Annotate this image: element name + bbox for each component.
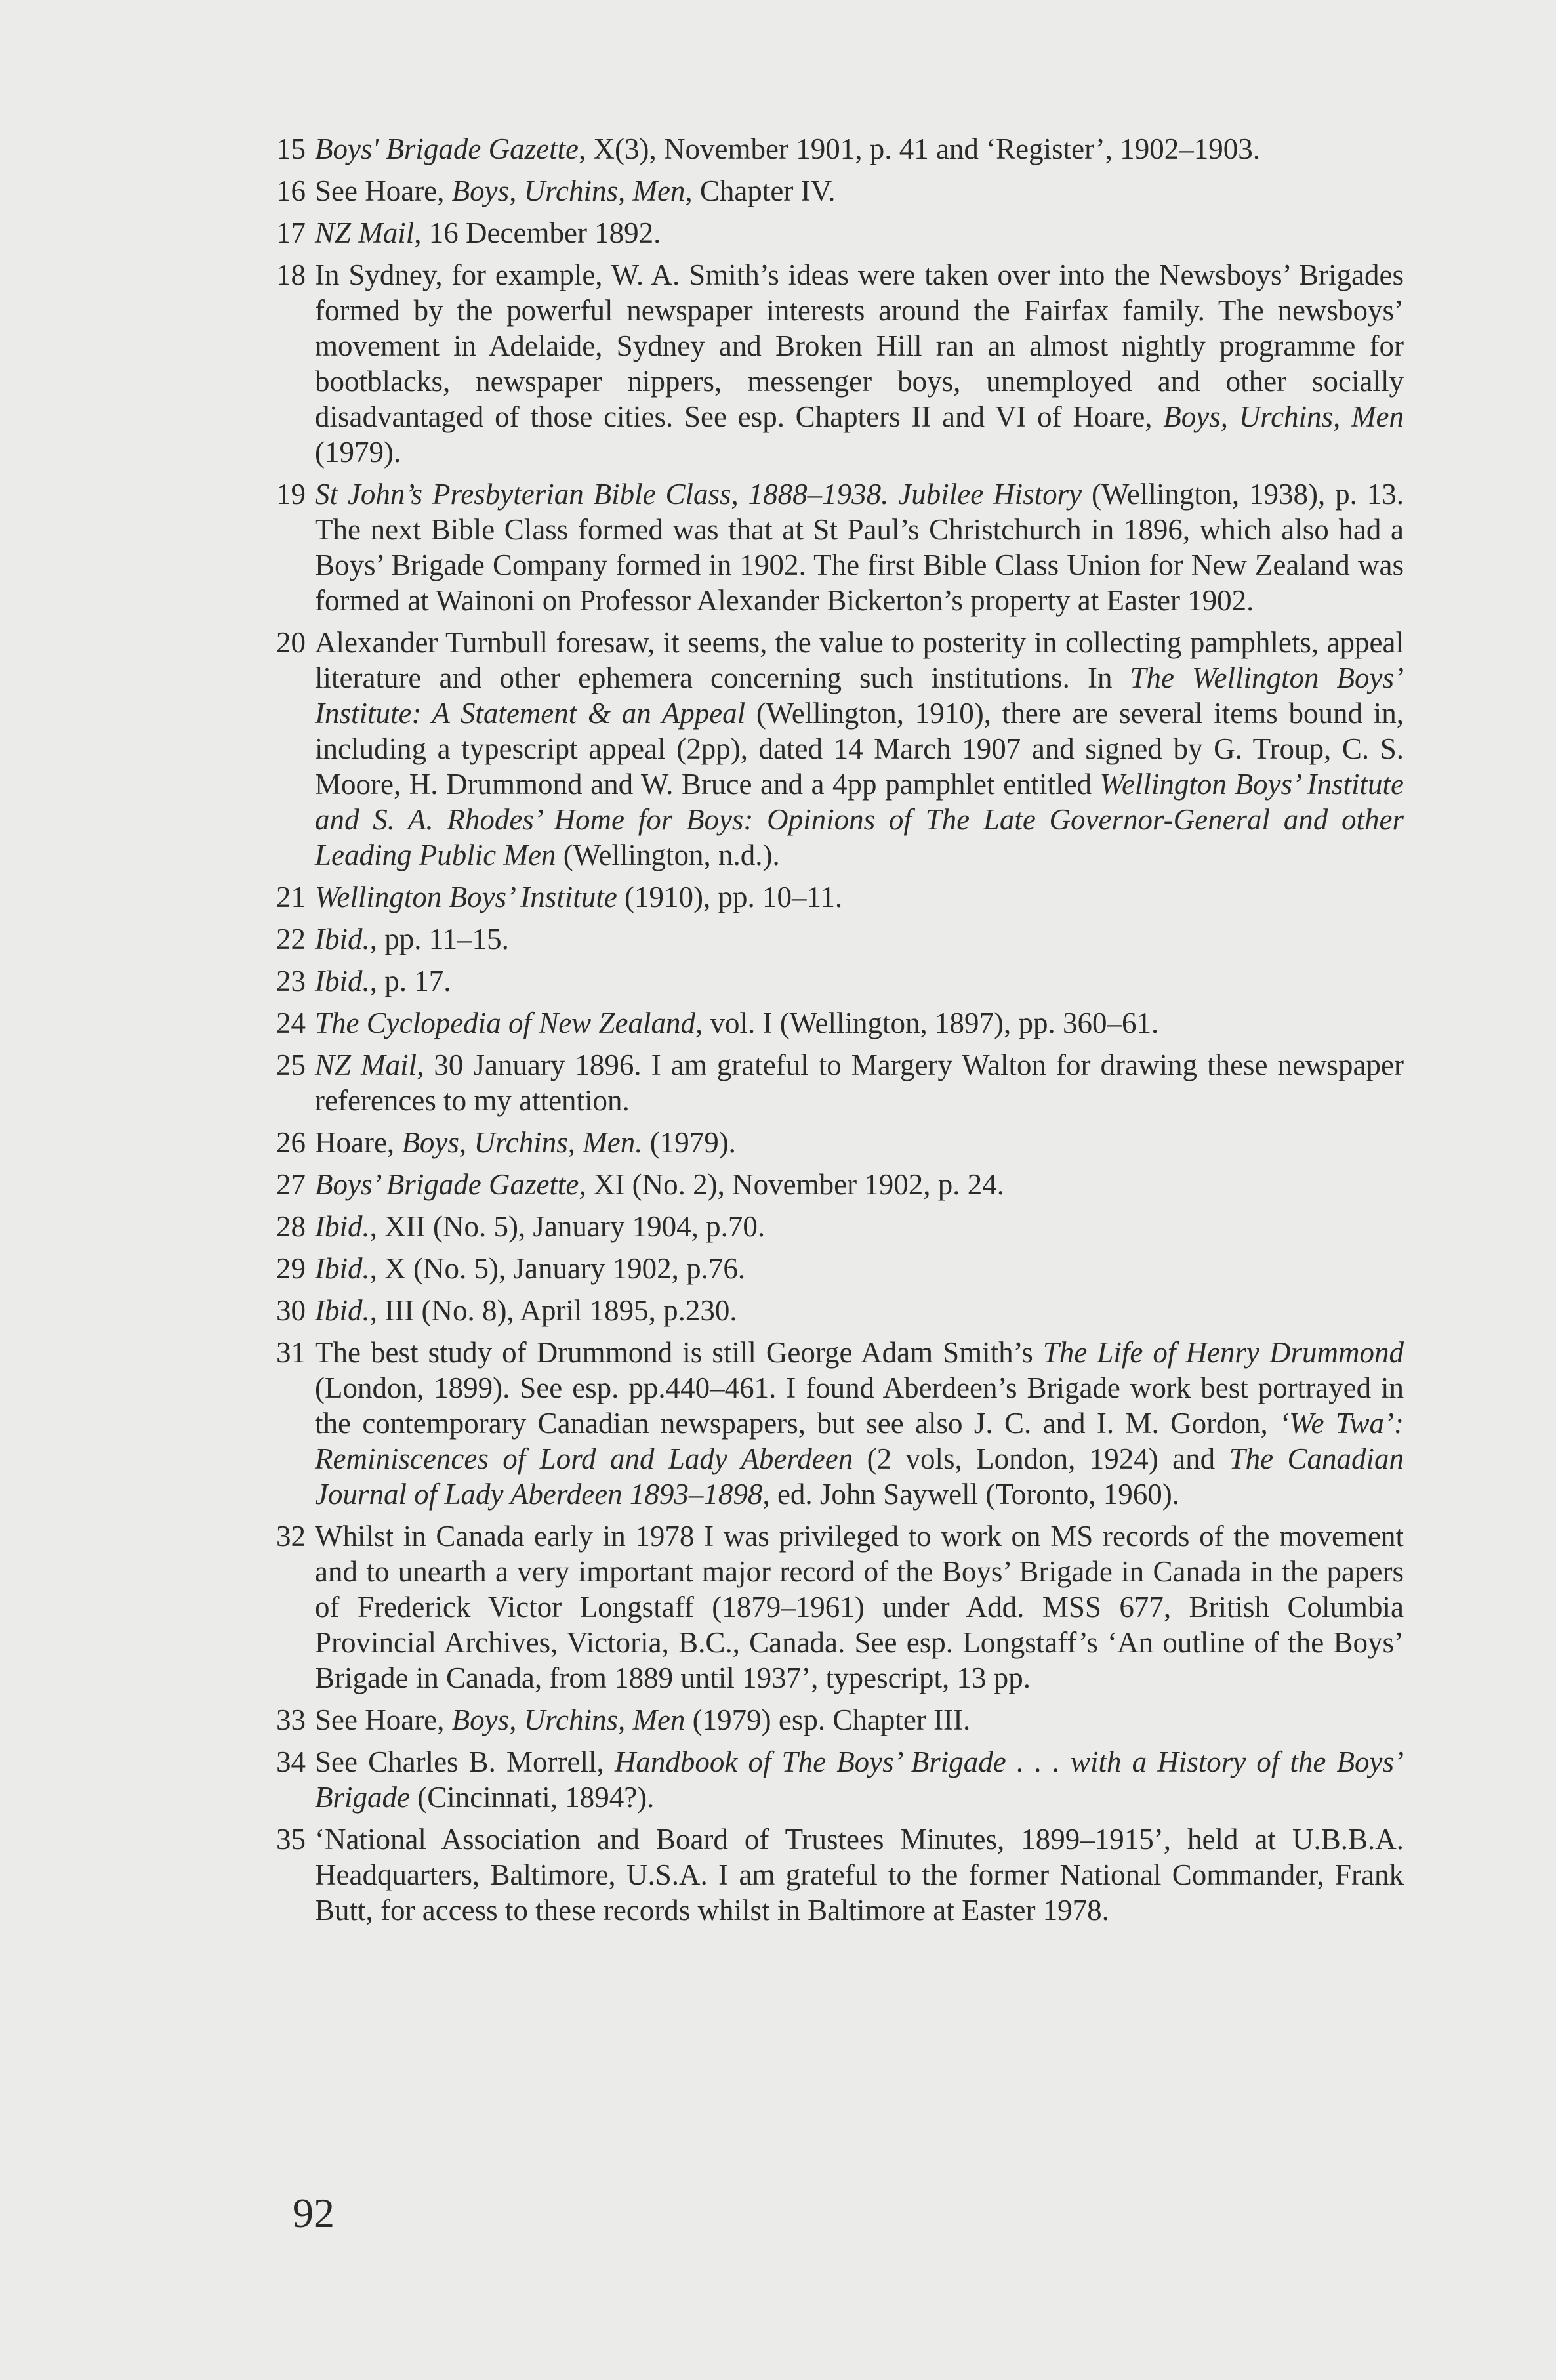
endnote-number: 20 <box>276 626 306 659</box>
endnote-text: Boys' Brigade Gazette, X(3), November 1901, p. 41 and ‘Register’, 1902–1903. <box>315 133 1261 165</box>
endnote-number: 23 <box>276 965 306 997</box>
endnote-18 <box>262 257 1404 470</box>
endnote-24 <box>262 1005 1404 1041</box>
endnote-number: 17 <box>276 217 306 249</box>
endnote-text: Ibid., p. 17. <box>315 965 451 997</box>
endnote-number: 32 <box>276 1520 306 1553</box>
page-number: 92 <box>293 2190 335 2236</box>
endnote-31 <box>262 1335 1404 1512</box>
endnote-15 <box>262 131 1404 167</box>
endnote-28 <box>262 1209 1404 1244</box>
endnote-number: 34 <box>276 1745 306 1778</box>
endnote-text: The Cyclopedia of New Zealand, vol. I (Wellington, 1897), pp. 360–61. <box>315 1007 1159 1039</box>
endnote-number: 28 <box>276 1210 306 1243</box>
endnote-text: Wellington Boys’ Institute (1910), pp. 10–11. <box>315 881 843 913</box>
endnote-number: 26 <box>276 1126 306 1159</box>
endnote-32 <box>262 1518 1404 1696</box>
endnote-29 <box>262 1251 1404 1286</box>
endnote-21 <box>262 879 1404 915</box>
endnote-text: Ibid., III (No. 8), April 1895, p.230. <box>315 1294 737 1327</box>
endnote-text: Ibid., X (No. 5), January 1902, p.76. <box>315 1252 746 1285</box>
endnote-number: 16 <box>276 175 306 207</box>
endnote-26 <box>262 1125 1404 1160</box>
endnote-text: See Hoare, Boys, Urchins, Men (1979) esp. Chapter III. <box>315 1703 971 1736</box>
endnote-number: 24 <box>276 1007 306 1039</box>
endnote-34 <box>262 1744 1404 1815</box>
endnote-number: 25 <box>276 1049 306 1081</box>
endnote-text: Ibid., XII (No. 5), January 1904, p.70. <box>315 1210 766 1243</box>
endnote-text: NZ Mail, 30 January 1896. I am grateful to Margery Walton for drawing these newspaper references to my attention. <box>315 1049 1404 1117</box>
endnote-text: NZ Mail, 16 December 1892. <box>315 217 661 249</box>
endnote-text: See Hoare, Boys, Urchins, Men, Chapter IV. <box>315 175 836 207</box>
endnote-27 <box>262 1167 1404 1202</box>
endnote-number: 15 <box>276 133 306 165</box>
endnote-text: Whilst in Canada early in 1978 I was privileged to work on MS records of the movement and to unearth a very important major record of the Boys’ Brigade in Canada in the papers of Frederick Victor Longstaff (1879–1961) under Add. MSS 677, British Columbia Provincial Archives, Victoria, B.C., Canada. See esp. Longstaff’s ‘An outline of the Boys’ Brigade in Canada, from 1889 until 1937’, typescript, 13 pp. <box>315 1520 1404 1694</box>
endnote-number: 22 <box>276 923 306 955</box>
endnote-text: Boys’ Brigade Gazette, XI (No. 2), November 1902, p. 24. <box>315 1168 1005 1201</box>
endnote-35 <box>262 1822 1404 1928</box>
endnote-number: 21 <box>276 881 306 913</box>
endnote-text: See Charles B. Morrell, Handbook of The Boys’ Brigade . . . with a History of the Boys’ Brigade (Cincinnati, 1894?). <box>315 1745 1404 1814</box>
endnote-16 <box>262 173 1404 209</box>
endnote-22 <box>262 921 1404 957</box>
endnote-number: 18 <box>276 259 306 291</box>
endnote-33 <box>262 1702 1404 1738</box>
endnote-23 <box>262 963 1404 999</box>
endnote-number: 35 <box>276 1823 306 1856</box>
endnote-number: 27 <box>276 1168 306 1201</box>
endnote-number: 19 <box>276 478 306 511</box>
endnote-number: 31 <box>276 1336 306 1369</box>
endnote-number: 29 <box>276 1252 306 1285</box>
endnote-text: Hoare, Boys, Urchins, Men. (1979). <box>315 1126 736 1159</box>
endnote-text: The best study of Drummond is still George Adam Smith’s The Life of Henry Drummond (London, 1899). See esp. pp.440–461. I found Aberdeen’s Brigade work best portrayed in the contemporary Canadian newspapers, but see also J. C. and I. M. Gordon, ‘We Twa’: Reminiscences of Lord and Lady Aberdeen (2 vols, London, 1924) and The Canadian Journal of Lady Aberdeen 1893–1898, ed. John Saywell (Toronto, 1960). <box>315 1336 1404 1511</box>
endnote-text: In Sydney, for example, W. A. Smith’s ideas were taken over into the Newsboys’ Brigades formed by the powerful newspaper interests around the Fairfax family. The newsboys’ movement in Adelaide, Sydney and Broken Hill ran an almost nightly programme for bootblacks, newspaper nippers, messenger boys, unemployed and other socially disadvantaged of those cities. See esp. Chapters II and VI of Hoare, Boys, Urchins, Men (1979). <box>315 259 1404 469</box>
endnote-text: Alexander Turnbull foresaw, it seems, the value to posterity in collecting pamphlets, appeal literature and other ephemera concerning such institutions. In The Wellington Boys’ Institute: A Statement & an Appeal (Wellington, 1910), there are several items bound in, including a typescript appeal (2pp), dated 14 March 1907 and signed by G. Troup, C. S. Moore, H. Drummond and W. Bruce and a 4pp pamphlet entitled Wellington Boys’ Institute and S. A. Rhodes’ Home for Boys: Opinions of The Late Governor-General and other Leading Public Men (Wellington, n.d.). <box>315 626 1404 871</box>
endnote-text: ‘National Association and Board of Trustees Minutes, 1899–1915’, held at U.B.B.A. Headquarters, Baltimore, U.S.A. I am grateful to the former National Commander, Frank Butt, for access to these records whilst in Baltimore at Easter 1978. <box>315 1823 1404 1927</box>
endnote-number: 33 <box>276 1703 306 1736</box>
endnote-25 <box>262 1047 1404 1118</box>
endnote-number: 30 <box>276 1294 306 1327</box>
endnote-17 <box>262 215 1404 251</box>
endnote-text: St John’s Presbyterian Bible Class, 1888–1938. Jubilee History (Wellington, 1938), p. 13. The next Bible Class formed was that at St Paul’s Christchurch in 1896, which also had a Boys’ Brigade Company formed in 1902. The first Bible Class Union for New Zealand was formed at Wainoni on Professor Alexander Bickerton’s property at Easter 1902. <box>315 478 1404 617</box>
endnote-20 <box>262 625 1404 873</box>
endnotes-list <box>262 131 1404 1934</box>
endnote-30 <box>262 1293 1404 1328</box>
endnote-19 <box>262 476 1404 618</box>
endnote-text: Ibid., pp. 11–15. <box>315 923 509 955</box>
